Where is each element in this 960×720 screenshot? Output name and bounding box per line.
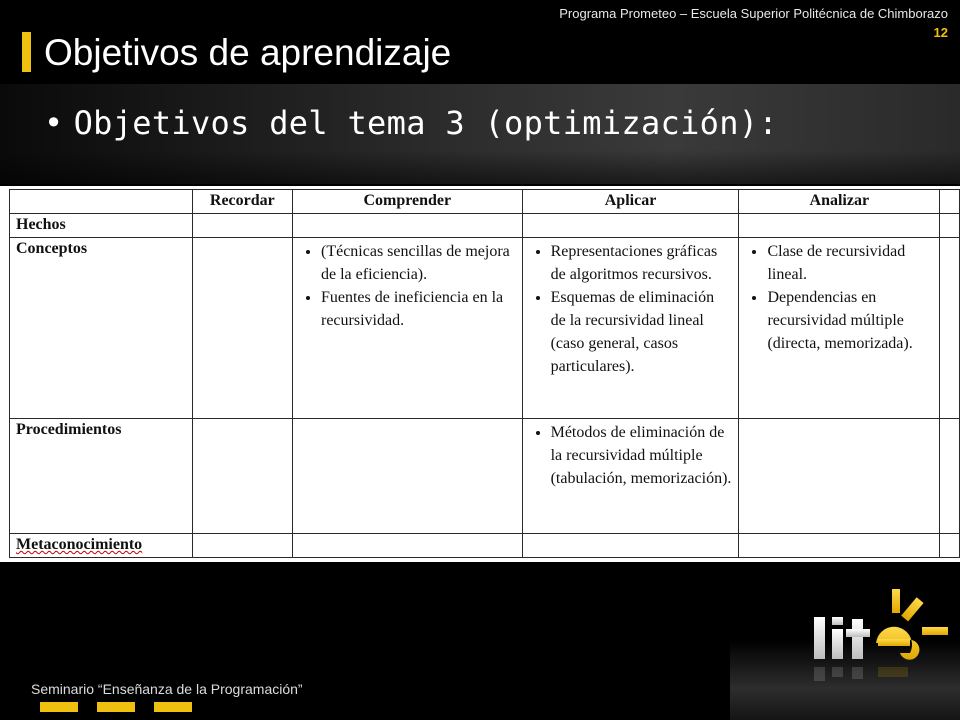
table-cell	[522, 419, 739, 534]
table-cell	[522, 238, 739, 419]
table-cell	[522, 214, 739, 238]
row-header: Hechos	[10, 214, 193, 238]
table-corner-cell	[10, 190, 193, 214]
footer-caption: Seminario “Enseñanza de la Programación”	[31, 681, 303, 697]
table-cell	[940, 214, 960, 238]
row-header	[10, 534, 193, 558]
table-cell	[522, 534, 739, 558]
table-cell	[192, 534, 292, 558]
footer-square	[154, 702, 192, 712]
table-cell	[940, 534, 960, 558]
table-row	[10, 534, 960, 558]
table-cell	[739, 214, 940, 238]
objectives-table	[9, 189, 960, 558]
table-cell	[739, 534, 940, 558]
table-cell	[940, 238, 960, 419]
cell-list	[299, 240, 516, 332]
table-cell	[739, 238, 940, 419]
lite-logo	[796, 575, 960, 715]
list-item: • Clase de recursividad lineal.	[767, 240, 933, 286]
list-item: • Dependencias en recursividad múltiple (directa, memorizada).	[767, 286, 933, 355]
table-row	[10, 214, 960, 238]
row-header: Procedimientos	[10, 419, 193, 534]
table-header-row	[10, 190, 960, 214]
table-cell	[292, 214, 522, 238]
list-item: • (Técnicas sencillas de mejora de la eficiencia).	[321, 240, 516, 286]
table-cell	[940, 419, 960, 534]
table-cell	[292, 534, 522, 558]
table-cut-cell	[940, 190, 960, 214]
column-header: Aplicar	[522, 190, 739, 214]
row-header: Conceptos	[10, 238, 193, 419]
cell-list	[529, 421, 733, 490]
bullet-dot-icon: •	[44, 104, 64, 142]
program-header: Programa Prometeo – Escuela Superior Politécnica de Chimborazo	[559, 6, 948, 21]
list-item: • Representaciones gráficas de algoritmos recursivos.	[551, 240, 733, 286]
cell-list	[745, 240, 933, 355]
slide-title: Objetivos de aprendizaje	[44, 32, 452, 73]
footer-square	[40, 702, 78, 712]
table-cell	[192, 419, 292, 534]
table-cell	[739, 419, 940, 534]
table-cell	[192, 238, 292, 419]
title-accent-bar	[22, 32, 31, 72]
table-cell	[192, 214, 292, 238]
table-row	[10, 419, 960, 534]
column-header: Analizar	[739, 190, 940, 214]
column-header: Recordar	[192, 190, 292, 214]
list-item: • Fuentes de ineficiencia en la recursividad.	[321, 286, 516, 332]
table-cell	[292, 238, 522, 419]
table-row	[10, 238, 960, 419]
table-cell	[292, 419, 522, 534]
list-item: • Métodos de eliminación de la recursividad múltiple (tabulación, memorización).	[551, 421, 733, 490]
objectives-table-image	[0, 186, 960, 562]
column-header: Comprender	[292, 190, 522, 214]
slide-number: 12	[933, 25, 948, 40]
footer-square	[97, 702, 135, 712]
title-band-shade	[0, 150, 960, 184]
cell-list	[529, 240, 733, 378]
bullet-item	[44, 104, 778, 142]
row-header-text: Metaconocimiento	[16, 536, 143, 553]
bullet-text: Objetivos del tema 3 (optimización):	[73, 104, 778, 142]
list-item: • Esquemas de eliminación de la recursividad lineal (caso general, casos particulares).	[551, 286, 733, 378]
